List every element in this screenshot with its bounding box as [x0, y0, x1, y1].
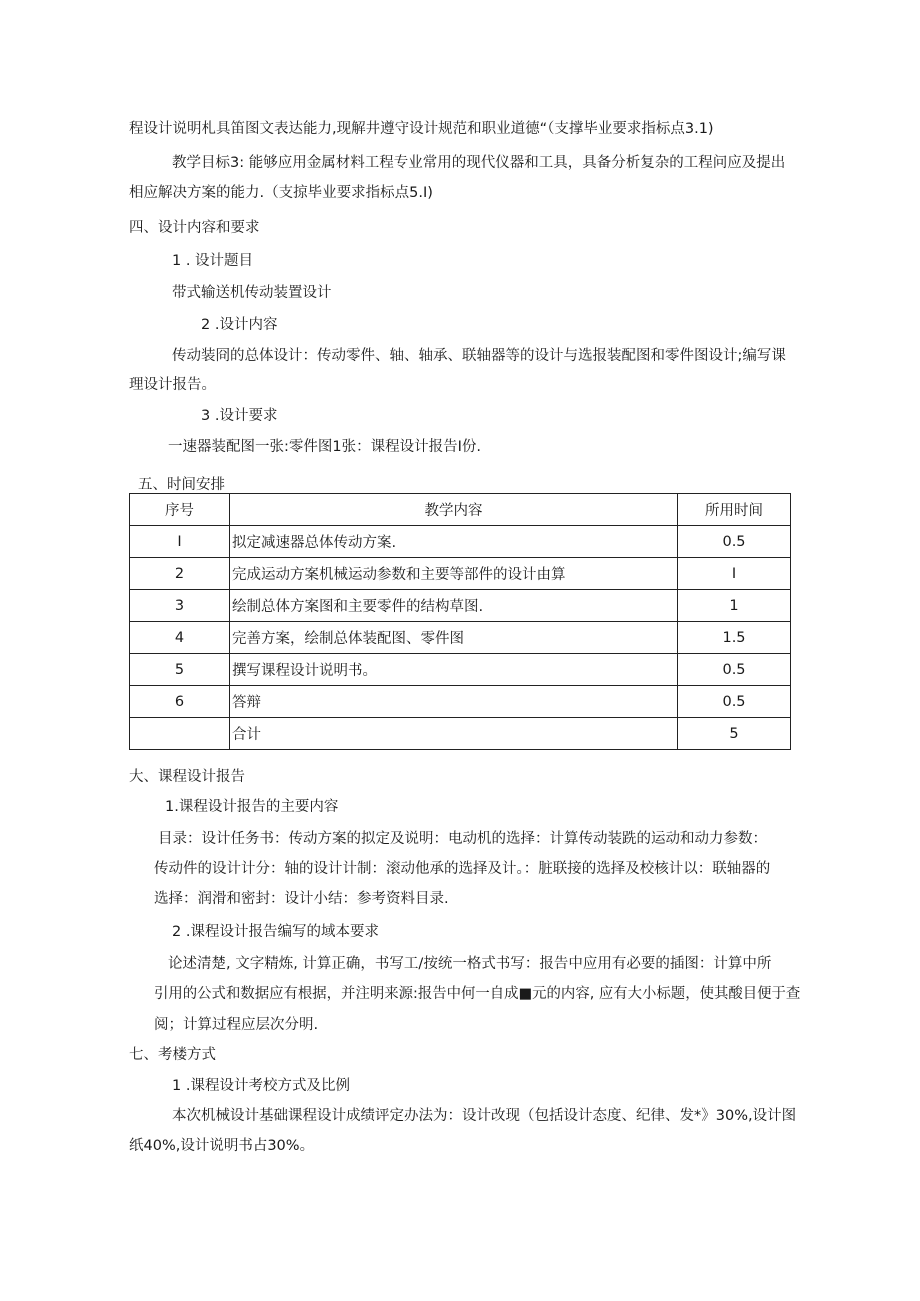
row-content: 答辩	[230, 686, 678, 718]
table-header-row	[130, 494, 791, 526]
table-row	[130, 558, 791, 590]
table-row	[130, 686, 791, 718]
row-index: 2	[130, 558, 230, 590]
row-content: 绘制总体方案图和主要零件的结构草图.	[230, 590, 678, 622]
goal2-tail: 程设计说明札具笛图文表达能力,现解井遵守设计规范和职业道德“（支撑毕业要求指标点3.1)	[129, 121, 714, 137]
row-content: 拟定减速器总体传动方案.	[230, 526, 678, 558]
section6-item1-line1: 目录：设计任务书：传动方案的拟定及说明：电动机的选择：计算传动装跣的运动和动力参数：	[158, 831, 767, 847]
section6-item1-line3: 选择：润滑和密封：设计小结：参考资料目录.	[154, 891, 449, 907]
section6-item2-line1: 论述清楚, 文字精炼, 计算正确，书写工/按统一格式书写：报告中应用有必要的插图：计算中所	[168, 956, 772, 972]
row-time: 0.5	[678, 526, 791, 558]
row-time: 0.5	[678, 686, 791, 718]
section7-item1-title: 1 .课程设计考校方式及比例	[172, 1078, 350, 1094]
table-row	[130, 590, 791, 622]
table-row	[130, 622, 791, 654]
row-index	[130, 718, 230, 750]
header-cell-time: 所用时间	[678, 494, 791, 526]
row-time: 1	[678, 590, 791, 622]
section4-item3-text: 一速器装配图一张:零件图1张：课程设计报告I份.	[168, 439, 481, 455]
section5-heading: 五、时间安排	[138, 477, 225, 493]
table-total-row	[130, 718, 791, 750]
row-index: 5	[130, 654, 230, 686]
section6-heading: 大、课程设计报告	[129, 769, 245, 785]
row-index: 4	[130, 622, 230, 654]
section7-item1-line2: 纸40%,设计说明书占30%。	[129, 1138, 315, 1154]
header-cell-index: 序号	[130, 494, 230, 526]
row-time: 0.5	[678, 654, 791, 686]
table-row	[130, 526, 791, 558]
section4-item2-line1: 传动装冏的总体设计：传动零件、轴、轴承、联轴器等的设计与选报装配图和零件图设计;编写课	[172, 348, 786, 364]
goal3-line2: 相应解决方案的能力.（支掠毕业要求指标点5.I)	[129, 185, 433, 201]
section4-item1-text: 带式输送机传动装置设计	[172, 285, 332, 301]
section4-item2-title: 2 .设计内容	[201, 317, 278, 333]
section7-heading: 七、考楼方式	[129, 1047, 216, 1063]
row-index: 3	[130, 590, 230, 622]
section6-item2-title: 2 .课程设计报告编写的域本要求	[172, 924, 379, 940]
row-time: I	[678, 558, 791, 590]
row-time: 5	[678, 718, 791, 750]
row-content: 合计	[230, 718, 678, 750]
section4-item1-title: 1 . 设计题目	[172, 253, 254, 269]
table-row	[130, 654, 791, 686]
section6-item1-title: 1.课程设计报告的主要内容	[165, 799, 339, 815]
section6-item1-line2: 传动件的设计计分：轴的设计计制：滚动他承的选择及计。：脏联接的选择及校核计以：联轴器的	[154, 861, 771, 877]
section4-heading: 四、设计内容和要求	[129, 220, 260, 236]
section4-item2-line2: 理设计报告。	[129, 377, 216, 393]
section6-item2-line3: 阅；计算过程应层次分明.	[154, 1017, 319, 1033]
row-index: I	[130, 526, 230, 558]
section6-item2-line2: 引用的公式和数据应有根据，并注明来源:报告中何一自成■元的内容, 应有大小标题，使其酸目便于查	[154, 986, 801, 1002]
header-cell-content: 教学内容	[230, 494, 678, 526]
row-index: 6	[130, 686, 230, 718]
row-content: 撰写课程设计说明书。	[230, 654, 678, 686]
row-content: 完善方案，绘制总体装配图、零件图	[230, 622, 678, 654]
goal3-line1: 教学目标3: 能够应用金属材料工程专业常用的现代仪器和工具，具备分析复杂的工程问应及提出	[172, 155, 786, 171]
schedule-table	[129, 493, 791, 750]
row-content: 完成运动方案机械运动参数和主要等部件的设计由算	[230, 558, 678, 590]
section7-item1-line1: 本次机械设计基础课程设计成绩评定办法为：设计改现（包括设计态度、纪律、发*》30%,设计图	[172, 1108, 797, 1124]
section4-item3-title: 3 .设计要求	[201, 408, 278, 424]
row-time: 1.5	[678, 622, 791, 654]
